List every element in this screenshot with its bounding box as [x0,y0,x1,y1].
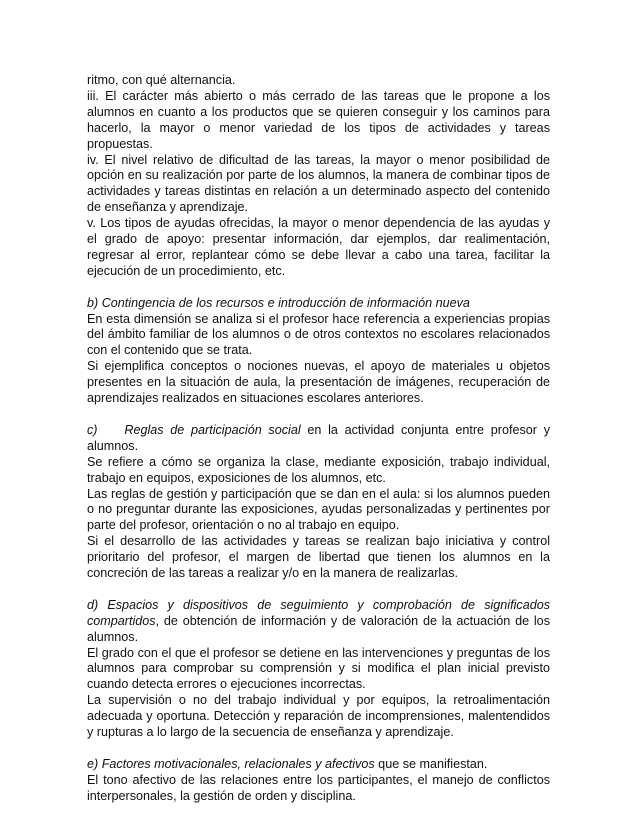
intro-line-ritmo: ritmo, con qué alternancia. [87,73,236,87]
section-b-paragraph: En esta dimensión se analiza si el profesor hace referencia a experiencias propias del ámbito familiar de los alumnos o de otros contextos no escolares relacionados con el contenido que se trata. [87,311,550,358]
section-d-heading [87,598,550,646]
section-d-paragraph: El grado con el que el profesor se detiene en las intervenciones y preguntas de los alumnos para comprobar su comprensión y si modifica el plan inicial previsto cuando detecta errores o ejecuciones incorrectas. [87,645,550,692]
section-e-heading-italic: e) Factores motivacionales, relacionales y afectivos [87,756,375,771]
section-d-heading-italic: d) Espacios y dispositivos de seguimiento y comprobación de significados compartidos [87,597,550,628]
section-c-heading [87,423,550,455]
item-iv: iv. El nivel relativo de dificultad de las tareas, la mayor o menor posibilidad de opción en su realización por parte de los alumnos, la manera de combinar tipos de actividades y tareas distintas en relación a un determinado aspecto del contenido de enseñanza y aprendizaje. [87,152,550,215]
section-c-paragraph: Se refiere a cómo se organiza la clase, mediante exposición, trabajo individual, trabajo en equipos, exposiciones de los alumnos, etc. [87,454,550,485]
section-e-paragraph: El tono afectivo de las relaciones entre los participantes, el manejo de conflictos interpersonales, la gestión de orden y disciplina. [87,772,550,803]
item-v: v. Los tipos de ayudas ofrecidas, la mayor o menor dependencia de las ayudas y el grado de apoyo: presentar información, dar ejemplos, dar realimentación, regresar al error, replantear cómo se debe llevar a cabo una tarea, facilitar la ejecución de un procedimiento, etc. [87,216,550,278]
section-c-paragraph: Las reglas de gestión y participación que se dan en el aula: si los alumnos pueden o no preguntar durante las exposiciones, ayudas personalizadas y pertinentes por parte del profesor, orientación o no al trabajo en equipo. [87,486,550,533]
section-d-heading-rest: , de obtención de información y de valoración de la actuación de los alumnos. [87,613,550,644]
section-e-heading [87,757,550,773]
section-e-heading-rest: que se manifiestan. [374,756,488,771]
section-c-paragraph: Si el desarrollo de las actividades y tareas se realizan bajo iniciativa y control prioritario del profesor, el margen de libertad que tienen los alumnos en la concreción de las tareas a realizar y/o en la manera de realizarlas. [87,534,550,581]
item-iii: iii. El carácter más abierto o más cerrado de las tareas que le propone a los alumnos en cuanto a los productos que se quieren conseguir y los caminos para hacerlo, la mayor o menor variedad de los tipos de actividades y tareas propuestas. [87,88,550,151]
section-c-heading-rest: en la actividad conjunta entre profesor y alumnos. [87,422,550,453]
section-b-heading: b) Contingencia de los recursos e introducción de información nueva [87,295,470,310]
document-page [87,73,550,805]
section-d-paragraph: La supervisión o no del trabajo individual y por equipos, la retroalimentación adecuada y oportuna. Detección y reparación de incomprensiones, malentendidos y rupturas a lo largo de la secuencia de enseñanza y aprendizaje. [87,693,550,740]
section-b-paragraph: Si ejemplifica conceptos o nociones nuevas, el apoyo de materiales u objetos presentes en la situación de aula, la presentación de imágenes, recuperación de aprendizajes realizados en situaciones escolares anteriores. [87,359,550,406]
section-c-heading-italic: c) Reglas de participación social [87,422,301,437]
